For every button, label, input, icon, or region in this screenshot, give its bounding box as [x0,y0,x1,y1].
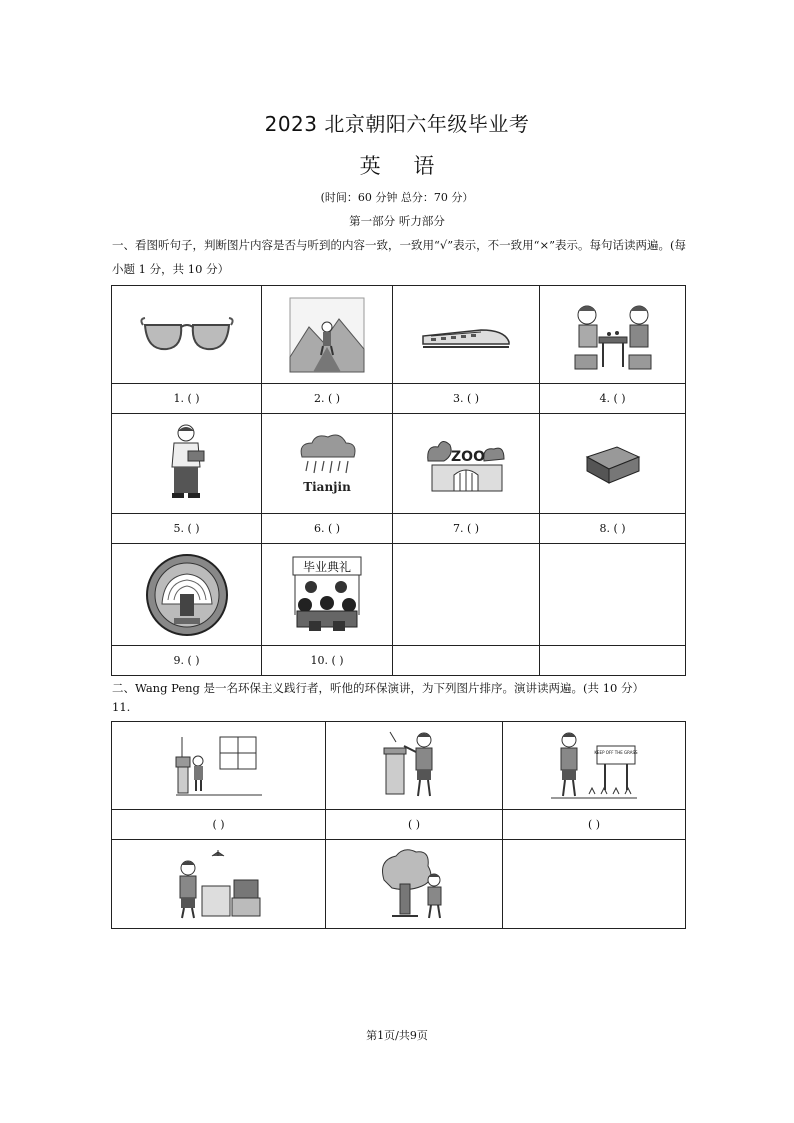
section2-instruction: 二、Wang Peng 是一名环保主义践行者，听他的环保演讲，为下列图片排序。演讲读两遍。(共 10 分） [112,681,644,695]
boy-by-tree-icon [378,846,450,922]
picture-10 [262,544,393,646]
picture-3 [393,286,540,384]
exam-title: 2023 北京朝阳六年级毕业考 [264,112,530,136]
ceremony-banner: 毕业典礼 [302,559,352,574]
empty-cell [540,646,686,676]
time-info: (时间：60 分钟 总分：70 分） [320,191,474,204]
boys-playing-chess-icon [569,297,657,373]
sunglasses-icon [137,315,237,355]
picture-6 [262,414,393,514]
answer-label: ( ) [326,810,503,840]
girl-on-mountain-icon [289,297,365,373]
rain-cloud-icon [292,429,362,499]
city-label: Tianjin [303,479,351,494]
box-icon [583,441,643,487]
question-number: 11. [112,700,131,714]
section1-table [111,285,686,676]
picture-4 [540,286,686,384]
picture-11a [112,722,326,810]
picture-5 [112,414,262,514]
man-with-tablet-icon [162,423,212,505]
answer-label: 2. ( ) [262,384,393,414]
zoo-gate-icon [424,431,508,497]
keep-off-grass-sign: KEEP OFF THE GRASS [594,749,638,755]
answer-label: ( ) [503,810,686,840]
empty-cell [540,544,686,646]
part-title: 第一部分 听力部分 [349,214,445,228]
picture-7 [393,414,540,514]
picture-1 [112,286,262,384]
answer-label: 10. ( ) [262,646,393,676]
section1-instruction: 一、看图听句子，判断图片内容是否与听到的内容一致，一致用“√”表示，不一致用“×”表示。每句话读两遍。(每小题 1 分，共 10 分） [112,238,686,276]
answer-label: 6. ( ) [262,514,393,544]
emblem-icon [144,552,230,638]
boy-by-sign-icon [549,728,639,804]
zoo-sign: ZOO [451,448,485,465]
picture-2 [262,286,393,384]
section2-table [111,721,686,929]
picture-9 [112,544,262,646]
picture-11d [112,840,326,929]
answer-label: 3. ( ) [393,384,540,414]
empty-cell [393,544,540,646]
graduation-ceremony-icon [289,555,365,635]
answer-label: 1. ( ) [112,384,262,414]
answer-label: ( ) [112,810,326,840]
empty-cell [503,840,686,929]
answer-label: 9. ( ) [112,646,262,676]
boy-turning-off-tap-icon [174,733,264,799]
high-speed-train-icon [421,320,511,350]
answer-label: 7. ( ) [393,514,540,544]
page-footer: 第1页/共9页 [366,1029,428,1042]
picture-11c [503,722,686,810]
boy-with-tv-icon [174,846,264,922]
picture-11e [326,840,503,929]
answer-label: 4. ( ) [540,384,686,414]
subject-title: 英 语 [359,154,435,178]
boy-throwing-rubbish-icon [382,728,446,804]
answer-label: 8. ( ) [540,514,686,544]
answer-label: 5. ( ) [112,514,262,544]
picture-8 [540,414,686,514]
empty-cell [393,646,540,676]
picture-11b [326,722,503,810]
